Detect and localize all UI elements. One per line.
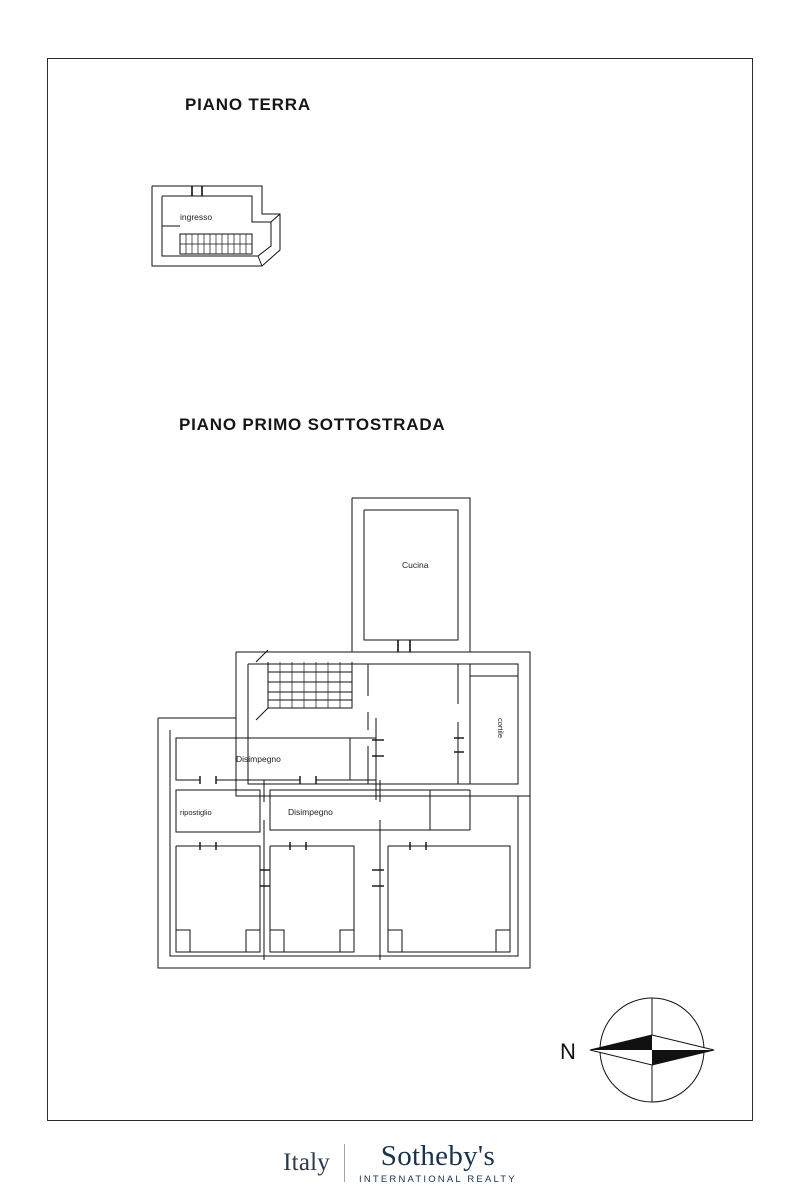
compass-rose bbox=[556, 985, 716, 1115]
first-floor-title: PIANO PRIMO SOTTOSTRADA bbox=[179, 415, 446, 434]
footer-brand bbox=[345, 1139, 517, 1185]
first-floor-plan bbox=[140, 490, 560, 990]
compass-north-label: N bbox=[560, 1039, 576, 1064]
footer-brand-bar bbox=[0, 1126, 800, 1200]
footer-brand-tagline: INTERNATIONAL REALTY bbox=[358, 1173, 517, 1185]
room-label-cortile: cortile bbox=[496, 718, 505, 739]
ground-floor-title: PIANO TERRA bbox=[185, 95, 311, 114]
footer-region-label: Italy bbox=[283, 1149, 330, 1176]
room-label-ripostiglio: ripostiglio bbox=[180, 808, 212, 817]
room-label-disimpegno-1: Disimpegno bbox=[236, 754, 281, 764]
room-label-disimpegno-2: Disimpegno bbox=[288, 807, 333, 817]
footer-brand-name: Sotheby's bbox=[380, 1139, 496, 1172]
room-label-ingresso: ingresso bbox=[180, 212, 213, 222]
room-label-cucina: Cucina bbox=[402, 560, 429, 570]
ground-floor-plan bbox=[140, 178, 310, 278]
